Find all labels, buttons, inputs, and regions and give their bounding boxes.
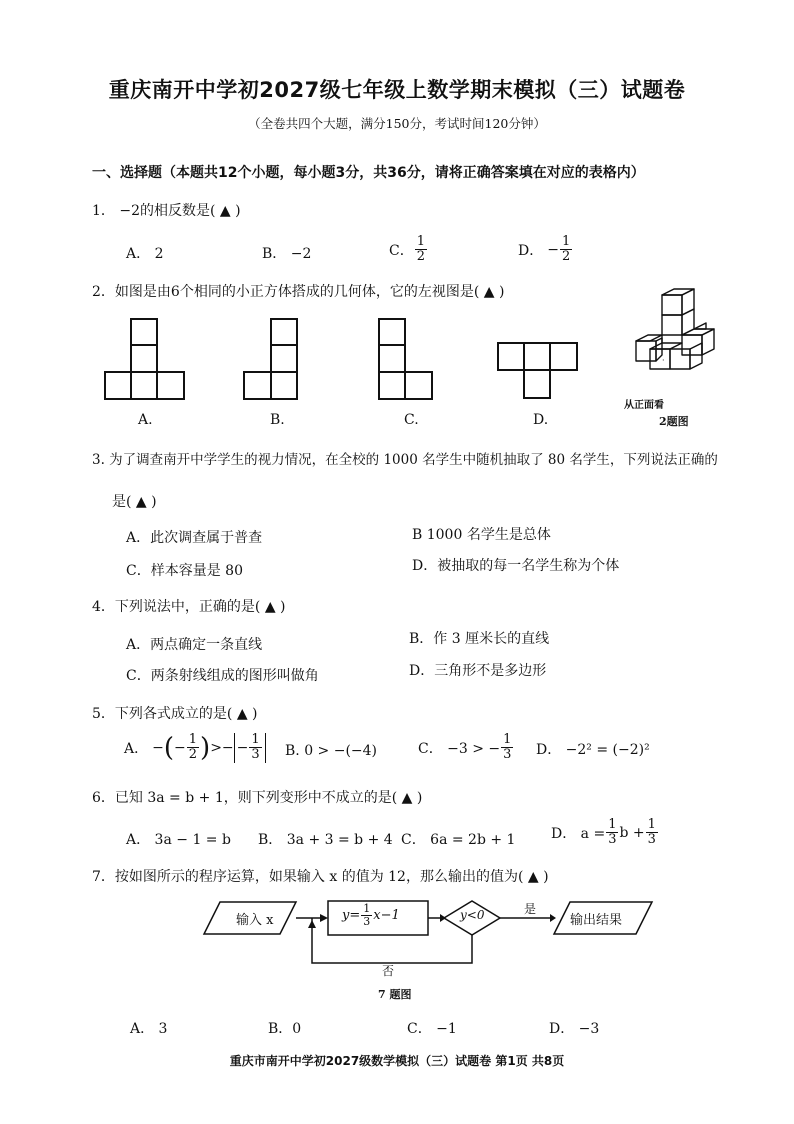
q7-figure-caption: 7 题图 <box>378 988 412 1001</box>
q5-a-num-1: 1 <box>188 732 198 747</box>
q7-output-label: 输出结果 <box>570 913 623 928</box>
q1-b-value: −2 <box>290 246 312 262</box>
q1-d-sign: − <box>547 241 559 258</box>
q2-figure-caption: 2题图 <box>659 415 689 428</box>
q5-option-d: D． −2² = (−2)² <box>536 742 650 758</box>
q1-a-prefix: A． <box>126 246 151 262</box>
q4-option-d: D．三角形不是多边形 <box>409 663 547 679</box>
q7-flowchart <box>200 895 660 975</box>
q1-option-a <box>126 243 164 263</box>
q6-d-num-2: 1 <box>647 817 656 832</box>
q5-a-fraction-1 <box>187 733 199 763</box>
q1-c-fraction <box>415 235 427 265</box>
q2-stem: 2．如图是由6个相同的小正方体搭成的几何体，它的左视图是( ▲ ) <box>92 284 505 300</box>
page-title: 重庆南开中学初2027级七年级上数学期末模拟（三）试题卷 <box>108 78 686 102</box>
q6-d-den-1: 3 <box>608 832 617 848</box>
q7-option-b: B．0 <box>268 1021 302 1037</box>
q2-option-b-view <box>243 318 299 400</box>
q6-d-fraction-1 <box>606 818 618 848</box>
q5-c-fraction <box>501 733 513 763</box>
svg-text:·: · <box>662 356 665 365</box>
q1-b-prefix: B． <box>262 246 287 262</box>
q7-formula-num: 1 <box>363 902 371 915</box>
q7-formula-den: 3 <box>363 915 371 929</box>
q5-c-numerator: 1 <box>503 732 512 747</box>
q3-stem: 3. 为了调查南开中学学生的视力情况，在全校的 1000 名学生中随机抽取了 80 名学生，下列说法正确的 <box>92 452 718 468</box>
q4-option-a: A．两点确定一条直线 <box>126 637 263 653</box>
q5-a-prefix: A． <box>124 740 149 757</box>
q6-option-a: A． 3a − 1 = b <box>126 832 231 848</box>
q3-stem-cont: 是( ▲ ) <box>112 494 157 510</box>
q6-option-d <box>551 818 659 848</box>
q7-stem: 7．按如图所示的程序运算，如果输入 x 的值为 12，那么输出的值为( ▲ ) <box>92 869 549 885</box>
q7-no-label: 否 <box>382 964 395 978</box>
q1-d-prefix: D． <box>518 242 544 259</box>
q7-formula <box>342 903 400 928</box>
q5-a-absolute-value: − $\frac{1}{3}$ <box>234 733 266 763</box>
q3-option-b: B 1000 名学生是总体 <box>412 527 551 543</box>
q6-d-den-2: 3 <box>647 832 656 848</box>
q7-option-d: D． −3 <box>549 1021 600 1037</box>
q1-a-value: 2 <box>154 246 164 262</box>
q7-yes-label: 是 <box>524 902 537 916</box>
q2-front-view-label: 从正面看 <box>624 400 664 411</box>
q3-option-a: A．此次调查属于普查 <box>126 530 263 546</box>
q2-option-c-view <box>378 318 434 400</box>
q5-option-b: B. 0 > −(−4) <box>285 743 378 759</box>
q2-label-b: B. <box>270 412 285 428</box>
q4-option-b: B．作 3 厘米长的直线 <box>409 631 550 647</box>
q2-label-d: D. <box>533 412 549 428</box>
q6-d-middle: b + <box>619 824 645 841</box>
page-subtitle: （全卷共四个大题，满分150分，考试时间120分钟） <box>248 116 546 131</box>
q6-d-fraction-2 <box>646 818 658 848</box>
q7-option-a: A． 3 <box>130 1021 168 1037</box>
q5-option-c <box>418 733 514 763</box>
q7-formula-prefix: y= <box>342 908 361 924</box>
q3-option-d: D．被抽取的每一名学生称为个体 <box>412 558 620 574</box>
q7-formula-suffix: x−1 <box>373 908 400 924</box>
q7-formula-fraction <box>361 903 372 928</box>
q5-stem: 5．下列各式成立的是( ▲ ) <box>92 706 258 722</box>
q6-option-b: B． 3a + 3 = b + 4 <box>258 832 393 848</box>
q5-option-a: A． − ( − $\frac{1}{2}$ ) >− − $\frac{1}{3}$ <box>124 733 266 763</box>
q6-stem: 6．已知 3a = b + 1，则下列变形中不成立的是( ▲ ) <box>92 790 423 806</box>
q6-d-num-1: 1 <box>608 817 617 832</box>
q3-option-c: C．样本容量是 80 <box>126 563 243 579</box>
q2-option-a-view <box>104 318 186 400</box>
q4-stem: 4．下列说法中，正确的是( ▲ ) <box>92 599 286 615</box>
q1-option-c <box>389 235 428 265</box>
q5-c-prefix: C． −3 > − <box>418 740 501 757</box>
q6-d-prefix: D． a = <box>551 825 606 842</box>
q2-label-a: A. <box>138 412 153 428</box>
q5-a-den-2: 3 <box>251 747 260 763</box>
q1-stem: 1． −2的相反数是( ▲ ) <box>92 203 241 219</box>
section-heading: 一、选择题（本题共12个小题，每小题3分，共36分，请将正确答案填在对应的表格内） <box>92 165 645 181</box>
q7-condition: y<0 <box>460 908 485 922</box>
q1-c-numerator: 1 <box>416 234 425 249</box>
q1-option-b <box>262 243 311 263</box>
q1-option-d <box>518 235 573 265</box>
q1-d-numerator: 1 <box>561 234 571 249</box>
q2-option-d-view <box>497 342 579 400</box>
q5-a-num-2: 1 <box>251 732 260 747</box>
q1-d-denominator: 2 <box>561 249 571 265</box>
q7-input-label: 输入 x <box>236 913 274 928</box>
q5-a-fraction-2 <box>249 733 261 763</box>
q6-option-c: C． 6a = 2b + 1 <box>401 832 516 848</box>
page-footer: 重庆市南开中学初2027级数学模拟（三）试题卷 第1页 共8页 <box>229 1054 565 1068</box>
q1-d-fraction <box>560 235 572 265</box>
q4-option-c: C．两条射线组成的图形叫做角 <box>126 668 319 684</box>
q7-option-c: C． −1 <box>407 1021 457 1037</box>
q5-c-denominator: 3 <box>503 747 512 763</box>
q2-3d-figure <box>628 287 720 395</box>
q1-c-denominator: 2 <box>416 249 425 265</box>
q1-c-prefix: C． <box>389 242 414 259</box>
q5-a-den-1: 2 <box>188 747 198 763</box>
q2-label-c: C. <box>404 412 419 428</box>
